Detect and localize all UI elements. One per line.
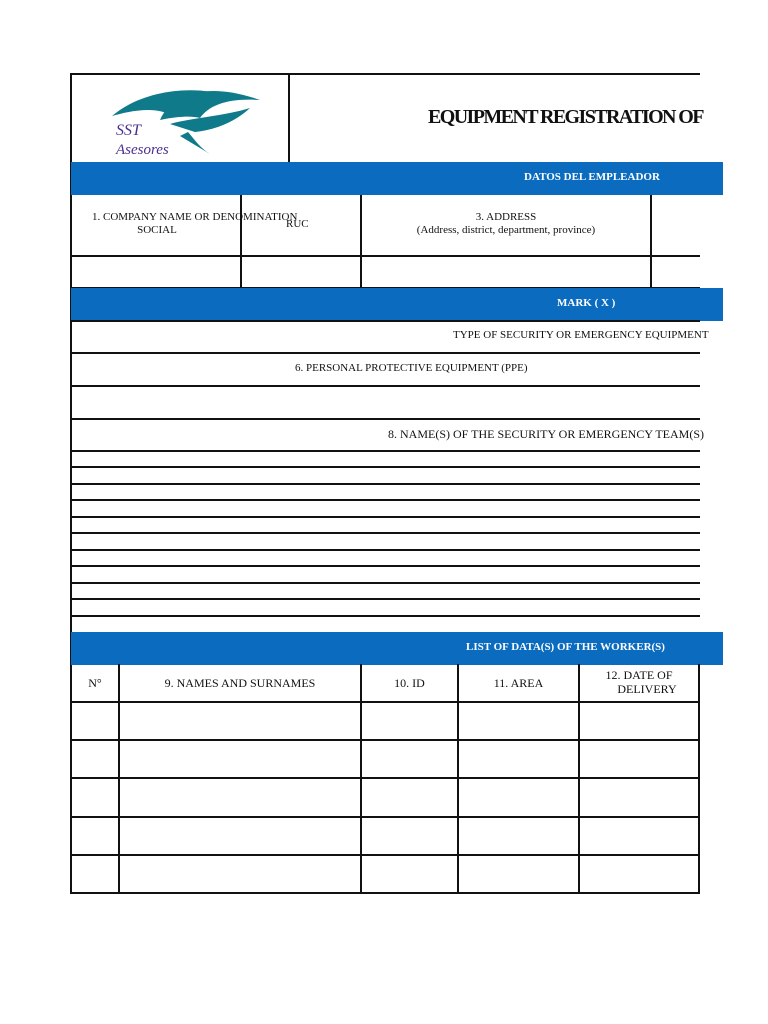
team-names-field[interactable] (72, 452, 699, 614)
ruc-label: RUC (286, 218, 309, 230)
workers-header-label: LIST OF DATA(S) OF THE WORKER(S) (466, 641, 665, 653)
worker-names-cell[interactable] (120, 779, 360, 816)
worker-id-cell[interactable] (362, 703, 457, 739)
address-field[interactable] (362, 257, 650, 287)
worker-number-cell[interactable] (72, 856, 118, 892)
worker-names-cell[interactable] (120, 741, 360, 777)
worker-area-cell[interactable] (459, 856, 578, 892)
col-header-number: N° (88, 676, 102, 690)
company-logo (100, 78, 270, 160)
company-name-label-line2: SOCIAL (137, 224, 177, 236)
worker-area-cell[interactable] (459, 818, 578, 854)
company-name-label-line1: 1. COMPANY NAME OR DENOMINATION (92, 211, 298, 223)
employer-header-label: DATOS DEL EMPLEADOR (524, 171, 660, 183)
workers-table-right (698, 664, 700, 894)
col-header-names: 9. NAMES AND SURNAMES (164, 676, 316, 690)
worker-id-cell[interactable] (362, 818, 457, 854)
mark-row-line-1 (70, 320, 700, 322)
team-line (70, 615, 700, 617)
employer-section-header (71, 162, 723, 195)
ruc-field[interactable] (242, 257, 360, 287)
address-label-hint: (Address, district, department, province) (416, 224, 596, 236)
worker-number-cell[interactable] (72, 818, 118, 854)
col-header-date-line1: 12. DATE OF (605, 668, 673, 682)
worker-id-cell[interactable] (362, 779, 457, 816)
worker-area-cell[interactable] (459, 741, 578, 777)
worker-id-cell[interactable] (362, 856, 457, 892)
equipment-type-label: TYPE OF SECURITY OR EMERGENCY EQUIPMENT (453, 329, 709, 341)
ppe-mark-field[interactable] (72, 387, 699, 417)
mark-section-header (71, 288, 723, 321)
form-top-border (70, 73, 700, 75)
address-label-title: 3. ADDRESS (475, 211, 537, 223)
logo-text-sst: SST (116, 122, 141, 139)
worker-area-cell[interactable] (459, 703, 578, 739)
worker-id-cell[interactable] (362, 741, 457, 777)
col-header-date-line2: DELIVERY (617, 682, 677, 696)
worker-date-cell[interactable] (580, 703, 698, 739)
worker-names-cell[interactable] (120, 703, 360, 739)
ppe-label: 6. PERSONAL PROTECTIVE EQUIPMENT (PPE) (295, 362, 528, 374)
worker-date-cell[interactable] (580, 818, 698, 854)
mark-row-line-4 (70, 418, 700, 420)
worker-number-cell[interactable] (72, 779, 118, 816)
address-label (362, 211, 650, 237)
worker-area-cell[interactable] (459, 779, 578, 816)
logo-cell-divider (288, 73, 290, 162)
worker-date-cell[interactable] (580, 779, 698, 816)
mark-header-label: MARK ( X ) (557, 297, 616, 309)
worker-names-cell[interactable] (120, 856, 360, 892)
form-title: EQUIPMENT REGISTRATION OF (428, 106, 703, 128)
worker-number-cell[interactable] (72, 703, 118, 739)
worker-number-cell[interactable] (72, 741, 118, 777)
col-header-date (580, 668, 698, 696)
worker-names-cell[interactable] (120, 818, 360, 854)
workers-section-header (71, 632, 723, 665)
workers-table-bottom (70, 892, 700, 894)
worker-date-cell[interactable] (580, 741, 698, 777)
company-name-field[interactable] (72, 257, 240, 287)
mark-row-line-2 (70, 352, 700, 354)
col-header-area: 11. AREA (493, 676, 544, 690)
worker-date-cell[interactable] (580, 856, 698, 892)
col-header-id: 10. ID (394, 676, 425, 690)
employer-extra-field[interactable] (652, 257, 699, 287)
team-names-label: 8. NAME(S) OF THE SECURITY OR EMERGENCY TEAM(S) (388, 427, 705, 441)
logo-text-asesores: Asesores (116, 142, 169, 158)
